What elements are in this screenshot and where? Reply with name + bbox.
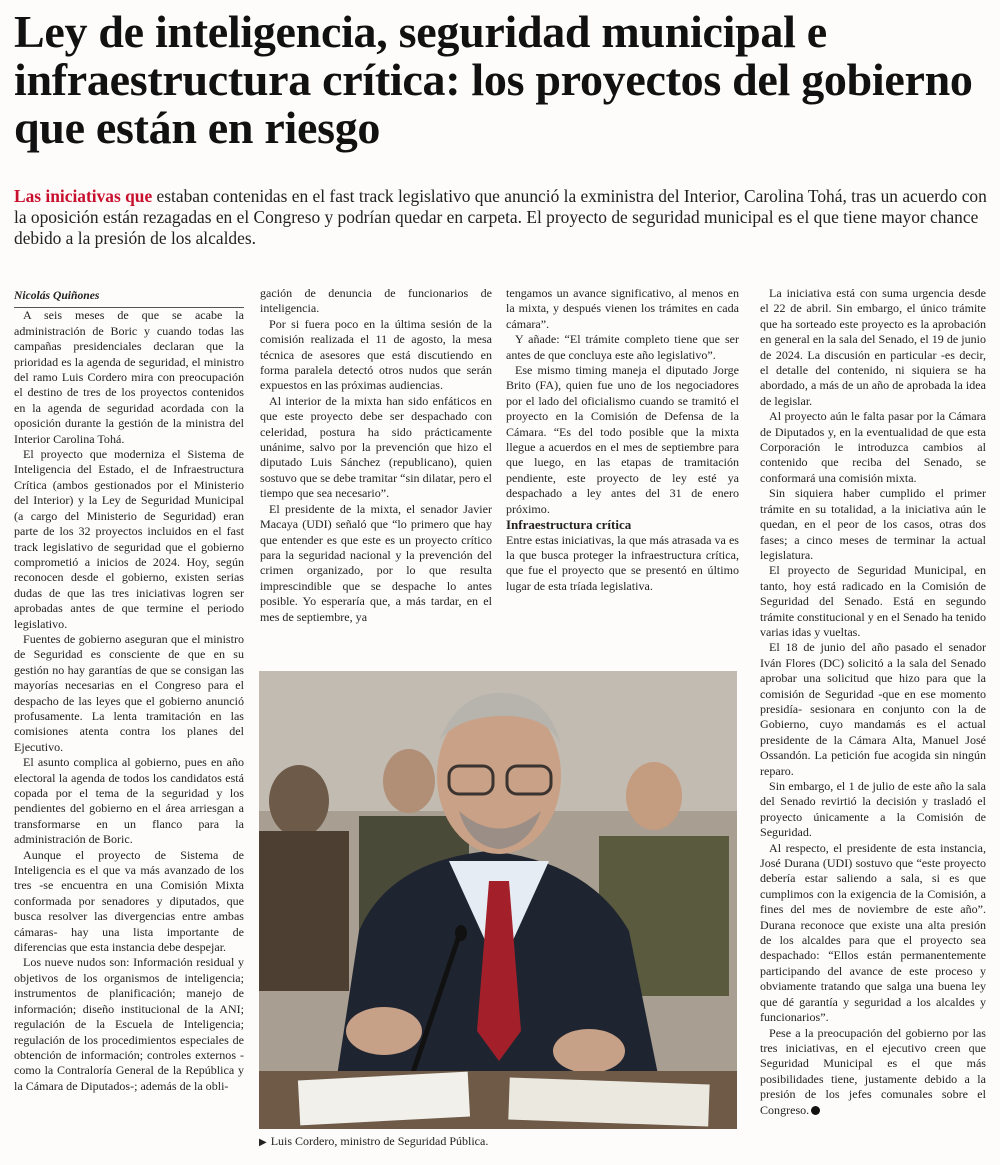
article-column-4 (760, 286, 986, 1156)
article-column-1 (14, 288, 244, 1158)
paragraph-text: Pese a la preocupación del gobierno por las tres iniciativas, en el ejecutivo creen que Seguridad Municipal es el que más posibilidades tiene, justamente debido a la presión de los jefes comunales sobre el Congreso. (760, 1025, 986, 1117)
article-photo (259, 671, 737, 1129)
paragraph: tengamos un avance significativo, al menos en la mixta, y después vienen los trámites en cada cámara”. (506, 286, 739, 331)
paragraph: Al interior de la mixta han sido enfáticos en que este proyecto debe ser despachado con celeridad, postura ha sido prácticamente unánime, salvo por la prevención que hizo el diputado Luis Sánchez (republicano), quien sostuvo que se debe tramitar “sin dilatar, pero el tiempo que sea necesario”. (260, 393, 492, 501)
paragraph: La iniciativa está con suma urgencia desde el 22 de abril. Sin embargo, el único trámite que ha sorteado este proyecto es la aprobación en general en la sala del Senado, el 19 de junio de 2024. La discusión en particular -es decir, el detalle del contenido, ni siquiera se ha abordado, a más de un año de aprobada la idea de legislar. (760, 286, 986, 408)
paragraph: gación de denuncia de funcionarios de inteligencia. (260, 286, 492, 316)
paragraph: Al proyecto aún le falta pasar por la Cámara de Diputados y, en la eventualidad de que esta Corporación le introduzca cambios al contenido que reciba del Senado, se conformará una comisión mixta. (760, 409, 986, 485)
article-column-3 (506, 286, 739, 662)
lead-paragraph (14, 186, 989, 249)
paragraph: Fuentes de gobierno aseguran que el ministro de Seguridad es consciente de que en su gestión no hay garantías de que se consigan las mayorías necesarias en el Congreso para el despacho de las leyes que el gobierno anunció profusamente. La lenta tramitación en las comisiones atenta contra los planes del Ejecutivo. (14, 631, 244, 754)
photo-caption (259, 1134, 737, 1150)
paragraph: El asunto complica al gobierno, pues en año electoral la agenda de todos los candidatos está copada por el tema de la seguridad y los pendientes del gobierno en el área arriesgan a transformarse en un flanco para la administración de Boric. (14, 755, 244, 847)
paragraph: Aunque el proyecto de Sistema de Inteligencia es el que va más avanzado de los tres -se encuentra en una Comisión Mixta conformada por senadores y diputados, que busca resolver las divergencias entre ambas cámaras- hay una lista importante de diferencias que esta instancia debe despejar. (14, 847, 244, 955)
paragraph: Al respecto, el presidente de esta instancia, José Durana (UDI) sostuvo que “este proyecto debería estar saliendo a sala, si es que cumplimos con la exigencia de la Comisión, a fines del mes de noviembre de este año”. Durana reconoce que existe una alta presión de los alcaldes para que el proyecto sea despachado: “Ellos están permanentemente participando del avance de este proceso y obviamente tratando que salga una buena ley que dé garantía y seguridad a los alcaldes y funcionarios”. (760, 840, 986, 1025)
article-column-2 (260, 286, 492, 662)
paragraph: Sin embargo, el 1 de julio de este año la sala del Senado revirtió la decisión y trasladó el proyecto únicamente a la Comisión de Seguridad. (760, 779, 986, 840)
paragraph: Sin siquiera haber cumplido el primer trámite en su totalidad, a la iniciativa aún le quedan, en el peor de los casos, otras dos fases; a cinco meses de terminar la actual legislatura. (760, 486, 986, 562)
paragraph: El 18 de junio del año pasado el senador Iván Flores (DC) solicitó a la sala del Senado aprobar una solicitud que hizo para que la comisión de Seguridad -que en ese momento presidía- sesionara en conjunto con la de Gobierno, cuyo mandamás es el actual presidente de la Cámara Alta, Manuel José Ossandón. La petición fue acogida sin ningún reparo. (760, 640, 986, 778)
lead-kicker: Las iniciativas que (14, 186, 153, 206)
paragraph: Ese mismo timing maneja el diputado Jorge Brito (FA), quien fue uno de los negociadores por el lado del oficialismo cuando se tramitó el proyecto en la Comisión de Defensa de la Cámara. “Es del todo posible que la mixta llegue a acuerdos en el mes de septiembre para que luego, en las etapas de tramitación pendiente, este proyecto de ley esté ya despachado a ley antes del 31 de enero próximo. (506, 363, 739, 516)
paragraph: Entre estas iniciativas, la que más atrasada va es la que busca proteger la infraestructura crítica, que fue el proyecto que se presentó en último lugar de esta tríada legislativa. (506, 532, 739, 593)
paragraph: A seis meses de que se acabe la administración de Boric y cuando todas las campañas presidenciales declaran que la prioridad es la agenda de seguridad, el ministro del ramo Luis Cordero mira con preocupación el destino de tres de los proyectos contenidos en la agenda de seguridad acordada con la oposición durante la gestión de la ministra del Interior Carolina Tohá. (14, 308, 244, 446)
paragraph: Los nueve nudos son: Información residual y objetivos de los organismos de inteligencia; instrumentos de planificación; manejo de información; diseño institucional de la ANI; regulación de la Escuela de Inteligencia; regulación de los procedimientos especiales de obtención de información; controles externos -como la Contraloría General de la República y la Cámara de Diputados-; además de la obli- (14, 955, 244, 1093)
paragraph: El presidente de la mixta, el senador Javier Macaya (UDI) señaló que “lo primero que hay que entender es que este es un proyecto crítico para la seguridad nacional y la prevención del crimen organizado, por lo que resulta imprescindible que se despache lo antes posible. Yo esperaría que, a más tardar, en el mes de septiembre, ya (260, 501, 492, 624)
caption-arrow-icon: ▶ (259, 1137, 267, 1148)
paragraph: El proyecto que moderniza el Sistema de Inteligencia del Estado, el de Infraestructura Crítica (ambos gestionados por el Ministerio del Interior) y la Ley de Seguridad Municipal (a cargo del Ministerio de Seguridad) eran parte de los 32 proyectos incluidos en el fast track legislativo de seguridad que el gobierno comprometió a inicios de 2024. Hoy, según reconocen desde el gobierno, existen serias dudas de que las tres iniciativas logren ser aprobadas antes de que termine el periodo legislativo. (14, 447, 244, 631)
caption-text: Luis Cordero, ministro de Seguridad Pública. (270, 1134, 489, 1148)
lead-text: estaban contenidas en el fast track legislativo que anunció la exministra del Interior, Carolina Tohá, tras un acuerdo con la oposición están rezagadas en el Congreso y podrían quedar en carpeta. El proyecto de seguridad municipal es el que tiene mayor chance debido a la presión de los alcaldes. (14, 186, 987, 248)
byline: Nicolás Quiñones (14, 288, 244, 308)
photo-illustration (259, 671, 737, 1129)
subheading-infraestructura: Infraestructura crítica (506, 517, 632, 533)
paragraph: Y añade: “El trámite completo tiene que ser antes de que concluya este año legislativo”. (506, 332, 739, 362)
end-of-article-icon (811, 1106, 820, 1115)
paragraph: El proyecto de Seguridad Municipal, en tanto, hoy está radicado en la Comisión de Seguridad del Senado. Está en segundo trámite constitucional y en el Senado ha tenido varias idas y vueltas. (760, 563, 986, 639)
headline: Ley de inteligencia, seguridad municipal e infraestructura crítica: los proyectos del gobierno que están en riesgo (14, 6, 973, 153)
paragraph: Por si fuera poco en la última sesión de la comisión realizada el 11 de agosto, la mesa técnica de asesores que está discutiendo en forma paralela detectó otros nudos que serán expuestos en las próximas audiencias. (260, 316, 492, 393)
paragraph (760, 1026, 986, 1118)
